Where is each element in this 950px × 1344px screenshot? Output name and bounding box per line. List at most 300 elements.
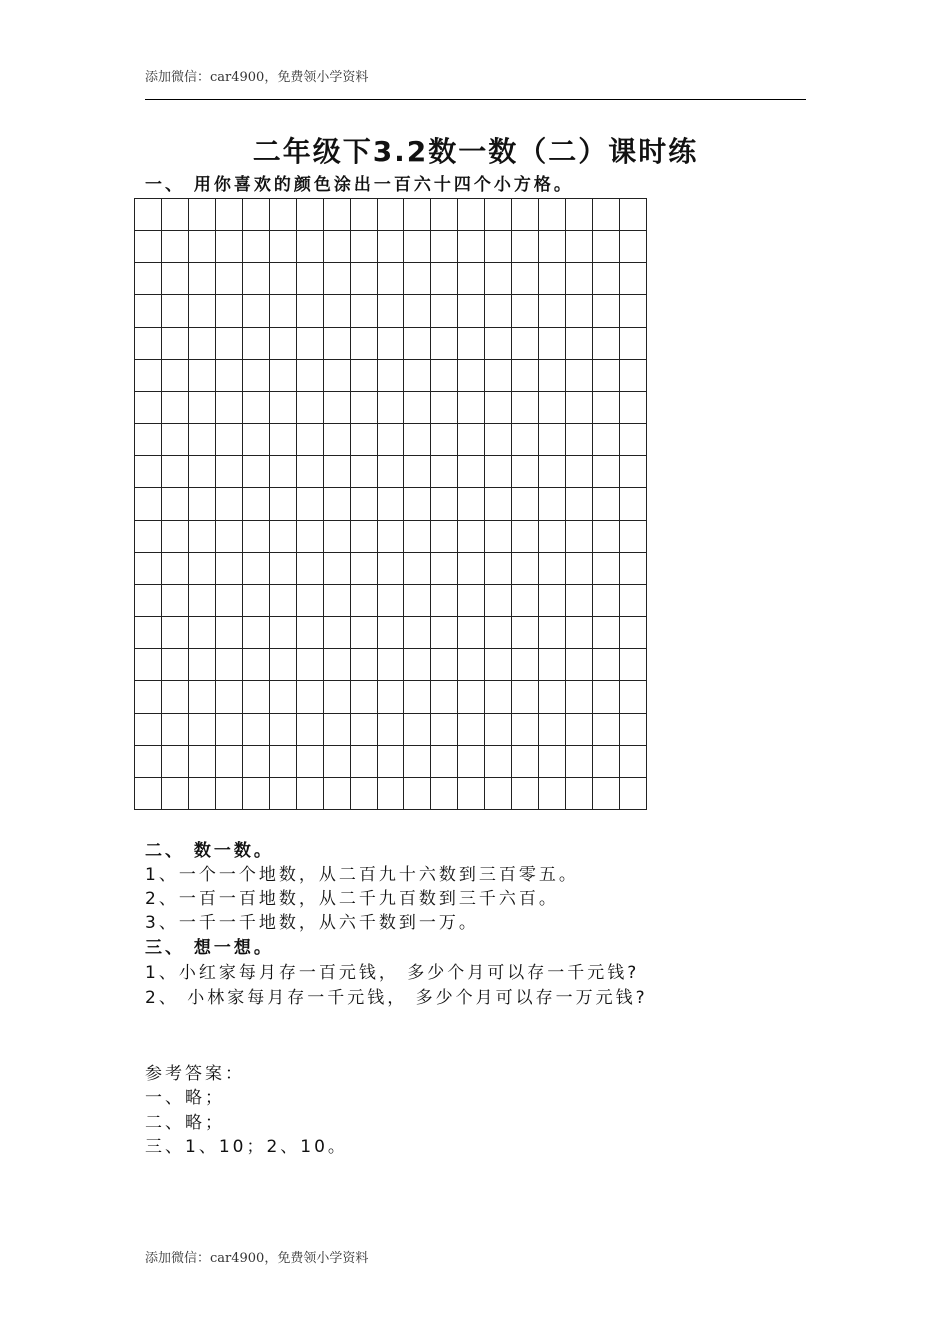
grid-cell[interactable] <box>539 714 566 746</box>
grid-cell[interactable] <box>324 746 351 778</box>
grid-cell[interactable] <box>431 199 458 231</box>
grid-cell[interactable] <box>378 521 405 553</box>
grid-cell[interactable] <box>189 714 216 746</box>
grid-cell[interactable] <box>162 295 189 327</box>
grid-cell[interactable] <box>458 263 485 295</box>
grid-cell[interactable] <box>324 585 351 617</box>
grid-cell[interactable] <box>539 585 566 617</box>
grid-cell[interactable] <box>243 295 270 327</box>
grid-cell[interactable] <box>162 360 189 392</box>
grid-cell[interactable] <box>189 681 216 713</box>
grid-cell[interactable] <box>593 199 620 231</box>
grid-cell[interactable] <box>566 585 593 617</box>
grid-cell[interactable] <box>270 392 297 424</box>
grid-cell[interactable] <box>243 553 270 585</box>
grid-cell[interactable] <box>512 295 539 327</box>
grid-cell[interactable] <box>539 488 566 520</box>
grid-cell[interactable] <box>162 553 189 585</box>
grid-cell[interactable] <box>216 585 243 617</box>
grid-cell[interactable] <box>162 199 189 231</box>
grid-cell[interactable] <box>243 488 270 520</box>
grid-cell[interactable] <box>458 328 485 360</box>
grid-cell[interactable] <box>351 263 378 295</box>
grid-cell[interactable] <box>243 746 270 778</box>
grid-cell[interactable] <box>297 263 324 295</box>
grid-cell[interactable] <box>620 714 647 746</box>
grid-cell[interactable] <box>512 521 539 553</box>
grid-cell[interactable] <box>216 617 243 649</box>
grid-cell[interactable] <box>539 746 566 778</box>
grid-cell[interactable] <box>485 328 512 360</box>
grid-cell[interactable] <box>189 360 216 392</box>
grid-cell[interactable] <box>458 392 485 424</box>
grid-cell[interactable] <box>458 456 485 488</box>
grid-cell[interactable] <box>620 263 647 295</box>
grid-cell[interactable] <box>485 424 512 456</box>
grid-cell[interactable] <box>593 424 620 456</box>
grid-cell[interactable] <box>216 328 243 360</box>
grid-cell[interactable] <box>243 778 270 810</box>
grid-cell[interactable] <box>620 553 647 585</box>
grid-cell[interactable] <box>593 392 620 424</box>
grid-cell[interactable] <box>512 746 539 778</box>
grid-cell[interactable] <box>243 585 270 617</box>
grid-cell[interactable] <box>566 263 593 295</box>
grid-cell[interactable] <box>378 199 405 231</box>
grid-cell[interactable] <box>324 263 351 295</box>
grid-cell[interactable] <box>431 681 458 713</box>
grid-cell[interactable] <box>351 456 378 488</box>
grid-cell[interactable] <box>620 456 647 488</box>
grid-cell[interactable] <box>243 714 270 746</box>
grid-cell[interactable] <box>270 778 297 810</box>
grid-cell[interactable] <box>620 328 647 360</box>
grid-cell[interactable] <box>512 585 539 617</box>
grid-cell[interactable] <box>566 778 593 810</box>
grid-cell[interactable] <box>431 649 458 681</box>
grid-cell[interactable] <box>351 521 378 553</box>
grid-cell[interactable] <box>512 424 539 456</box>
grid-cell[interactable] <box>162 521 189 553</box>
grid-cell[interactable] <box>620 231 647 263</box>
grid-cell[interactable] <box>243 231 270 263</box>
grid-cell[interactable] <box>216 263 243 295</box>
grid-cell[interactable] <box>512 199 539 231</box>
grid-cell[interactable] <box>351 585 378 617</box>
grid-cell[interactable] <box>404 746 431 778</box>
grid-cell[interactable] <box>458 746 485 778</box>
grid-cell[interactable] <box>324 328 351 360</box>
grid-cell[interactable] <box>593 778 620 810</box>
grid-cell[interactable] <box>593 553 620 585</box>
grid-cell[interactable] <box>566 714 593 746</box>
grid-cell[interactable] <box>539 360 566 392</box>
grid-cell[interactable] <box>485 553 512 585</box>
grid-cell[interactable] <box>162 231 189 263</box>
grid-cell[interactable] <box>297 328 324 360</box>
grid-cell[interactable] <box>297 681 324 713</box>
grid-cell[interactable] <box>431 746 458 778</box>
grid-cell[interactable] <box>324 649 351 681</box>
grid-cell[interactable] <box>431 360 458 392</box>
grid-cell[interactable] <box>135 488 162 520</box>
grid-cell[interactable] <box>378 456 405 488</box>
grid-cell[interactable] <box>431 263 458 295</box>
grid-cell[interactable] <box>431 488 458 520</box>
grid-cell[interactable] <box>135 199 162 231</box>
grid-cell[interactable] <box>324 456 351 488</box>
grid-cell[interactable] <box>593 649 620 681</box>
grid-cell[interactable] <box>378 617 405 649</box>
grid-cell[interactable] <box>620 392 647 424</box>
grid-cell[interactable] <box>458 681 485 713</box>
grid-cell[interactable] <box>566 617 593 649</box>
grid-cell[interactable] <box>378 424 405 456</box>
grid-cell[interactable] <box>270 746 297 778</box>
grid-cell[interactable] <box>324 392 351 424</box>
grid-cell[interactable] <box>297 585 324 617</box>
grid-cell[interactable] <box>189 263 216 295</box>
grid-cell[interactable] <box>324 199 351 231</box>
grid-cell[interactable] <box>593 231 620 263</box>
grid-cell[interactable] <box>189 392 216 424</box>
grid-cell[interactable] <box>135 617 162 649</box>
grid-cell[interactable] <box>512 778 539 810</box>
grid-cell[interactable] <box>512 456 539 488</box>
grid-cell[interactable] <box>297 521 324 553</box>
grid-cell[interactable] <box>458 778 485 810</box>
grid-cell[interactable] <box>539 392 566 424</box>
grid-cell[interactable] <box>458 649 485 681</box>
grid-cell[interactable] <box>485 295 512 327</box>
grid-cell[interactable] <box>324 521 351 553</box>
grid-cell[interactable] <box>297 199 324 231</box>
grid-cell[interactable] <box>458 714 485 746</box>
grid-cell[interactable] <box>189 553 216 585</box>
grid-cell[interactable] <box>539 328 566 360</box>
grid-cell[interactable] <box>404 714 431 746</box>
grid-cell[interactable] <box>512 263 539 295</box>
grid-cell[interactable] <box>270 199 297 231</box>
grid-cell[interactable] <box>593 617 620 649</box>
grid-cell[interactable] <box>189 328 216 360</box>
grid-cell[interactable] <box>593 263 620 295</box>
grid-cell[interactable] <box>566 488 593 520</box>
grid-cell[interactable] <box>243 617 270 649</box>
grid-cell[interactable] <box>620 585 647 617</box>
grid-cell[interactable] <box>135 746 162 778</box>
grid-cell[interactable] <box>324 424 351 456</box>
grid-cell[interactable] <box>539 649 566 681</box>
grid-cell[interactable] <box>404 263 431 295</box>
grid-cell[interactable] <box>458 360 485 392</box>
grid-cell[interactable] <box>189 295 216 327</box>
grid-cell[interactable] <box>404 553 431 585</box>
grid-cell[interactable] <box>539 263 566 295</box>
grid-cell[interactable] <box>297 553 324 585</box>
grid-cell[interactable] <box>189 424 216 456</box>
grid-cell[interactable] <box>135 456 162 488</box>
grid-cell[interactable] <box>378 328 405 360</box>
grid-cell[interactable] <box>351 488 378 520</box>
grid-cell[interactable] <box>404 295 431 327</box>
grid-cell[interactable] <box>620 649 647 681</box>
grid-cell[interactable] <box>404 231 431 263</box>
grid-cell[interactable] <box>431 424 458 456</box>
grid-cell[interactable] <box>566 392 593 424</box>
grid-cell[interactable] <box>378 778 405 810</box>
grid-cell[interactable] <box>324 488 351 520</box>
grid-cell[interactable] <box>485 778 512 810</box>
grid-cell[interactable] <box>324 231 351 263</box>
grid-cell[interactable] <box>135 521 162 553</box>
grid-cell[interactable] <box>189 649 216 681</box>
grid-cell[interactable] <box>243 456 270 488</box>
grid-cell[interactable] <box>135 424 162 456</box>
grid-cell[interactable] <box>620 360 647 392</box>
grid-cell[interactable] <box>378 392 405 424</box>
grid-cell[interactable] <box>270 649 297 681</box>
grid-cell[interactable] <box>135 328 162 360</box>
grid-cell[interactable] <box>135 681 162 713</box>
grid-cell[interactable] <box>378 231 405 263</box>
grid-cell[interactable] <box>324 681 351 713</box>
grid-cell[interactable] <box>566 199 593 231</box>
grid-cell[interactable] <box>566 746 593 778</box>
grid-cell[interactable] <box>216 488 243 520</box>
grid-cell[interactable] <box>620 199 647 231</box>
grid-cell[interactable] <box>324 295 351 327</box>
grid-cell[interactable] <box>620 681 647 713</box>
grid-cell[interactable] <box>404 392 431 424</box>
grid-cell[interactable] <box>378 746 405 778</box>
grid-cell[interactable] <box>351 424 378 456</box>
grid-cell[interactable] <box>539 295 566 327</box>
grid-cell[interactable] <box>216 746 243 778</box>
grid-cell[interactable] <box>485 617 512 649</box>
grid-cell[interactable] <box>297 295 324 327</box>
grid-cell[interactable] <box>485 456 512 488</box>
grid-cell[interactable] <box>404 360 431 392</box>
grid-cell[interactable] <box>431 295 458 327</box>
grid-cell[interactable] <box>458 231 485 263</box>
grid-cell[interactable] <box>351 681 378 713</box>
grid-cell[interactable] <box>566 360 593 392</box>
grid-cell[interactable] <box>351 231 378 263</box>
grid-cell[interactable] <box>566 295 593 327</box>
grid-cell[interactable] <box>216 521 243 553</box>
grid-cell[interactable] <box>620 617 647 649</box>
grid-cell[interactable] <box>378 360 405 392</box>
grid-cell[interactable] <box>351 617 378 649</box>
grid-cell[interactable] <box>512 617 539 649</box>
grid-cell[interactable] <box>162 392 189 424</box>
grid-cell[interactable] <box>324 360 351 392</box>
grid-cell[interactable] <box>189 617 216 649</box>
grid-cell[interactable] <box>243 263 270 295</box>
grid-cell[interactable] <box>297 649 324 681</box>
grid-cell[interactable] <box>539 521 566 553</box>
grid-cell[interactable] <box>216 231 243 263</box>
grid-cell[interactable] <box>135 295 162 327</box>
grid-cell[interactable] <box>162 714 189 746</box>
grid-cell[interactable] <box>135 585 162 617</box>
grid-cell[interactable] <box>566 681 593 713</box>
grid-cell[interactable] <box>135 778 162 810</box>
grid-cell[interactable] <box>378 488 405 520</box>
grid-cell[interactable] <box>512 714 539 746</box>
grid-cell[interactable] <box>270 681 297 713</box>
grid-cell[interactable] <box>135 649 162 681</box>
grid-cell[interactable] <box>270 714 297 746</box>
grid-cell[interactable] <box>566 649 593 681</box>
grid-cell[interactable] <box>512 649 539 681</box>
grid-cell[interactable] <box>162 649 189 681</box>
grid-cell[interactable] <box>620 295 647 327</box>
grid-cell[interactable] <box>378 649 405 681</box>
grid-cell[interactable] <box>162 328 189 360</box>
grid-cell[interactable] <box>620 521 647 553</box>
grid-cell[interactable] <box>431 585 458 617</box>
grid-cell[interactable] <box>162 681 189 713</box>
grid-cell[interactable] <box>512 488 539 520</box>
grid-cell[interactable] <box>216 681 243 713</box>
grid-cell[interactable] <box>593 488 620 520</box>
grid-cell[interactable] <box>431 231 458 263</box>
grid-cell[interactable] <box>270 585 297 617</box>
grid-cell[interactable] <box>431 553 458 585</box>
grid-cell[interactable] <box>162 778 189 810</box>
grid-cell[interactable] <box>539 231 566 263</box>
grid-cell[interactable] <box>189 778 216 810</box>
grid-cell[interactable] <box>593 456 620 488</box>
grid-cell[interactable] <box>458 521 485 553</box>
grid-cell[interactable] <box>189 231 216 263</box>
grid-cell[interactable] <box>270 328 297 360</box>
grid-cell[interactable] <box>162 746 189 778</box>
grid-cell[interactable] <box>593 521 620 553</box>
grid-cell[interactable] <box>458 295 485 327</box>
grid-cell[interactable] <box>270 488 297 520</box>
grid-cell[interactable] <box>216 360 243 392</box>
grid-cell[interactable] <box>351 328 378 360</box>
grid-cell[interactable] <box>485 585 512 617</box>
grid-cell[interactable] <box>243 424 270 456</box>
grid-cell[interactable] <box>431 392 458 424</box>
grid-cell[interactable] <box>512 553 539 585</box>
grid-cell[interactable] <box>539 553 566 585</box>
grid-cell[interactable] <box>566 456 593 488</box>
grid-cell[interactable] <box>404 681 431 713</box>
grid-cell[interactable] <box>351 746 378 778</box>
grid-cell[interactable] <box>189 746 216 778</box>
grid-cell[interactable] <box>485 746 512 778</box>
grid-cell[interactable] <box>162 488 189 520</box>
grid-cell[interactable] <box>243 328 270 360</box>
grid-cell[interactable] <box>404 585 431 617</box>
grid-cell[interactable] <box>243 521 270 553</box>
grid-cell[interactable] <box>297 746 324 778</box>
grid-cell[interactable] <box>189 488 216 520</box>
grid-cell[interactable] <box>620 746 647 778</box>
grid-cell[interactable] <box>593 746 620 778</box>
grid-cell[interactable] <box>404 328 431 360</box>
grid-cell[interactable] <box>216 456 243 488</box>
grid-cell[interactable] <box>485 681 512 713</box>
grid-cell[interactable] <box>270 424 297 456</box>
grid-cell[interactable] <box>189 585 216 617</box>
grid-cell[interactable] <box>485 199 512 231</box>
grid-cell[interactable] <box>324 778 351 810</box>
grid-cell[interactable] <box>324 714 351 746</box>
grid-cell[interactable] <box>593 328 620 360</box>
grid-cell[interactable] <box>216 553 243 585</box>
grid-cell[interactable] <box>378 681 405 713</box>
grid-cell[interactable] <box>270 263 297 295</box>
grid-cell[interactable] <box>539 617 566 649</box>
grid-cell[interactable] <box>458 199 485 231</box>
grid-cell[interactable] <box>458 553 485 585</box>
grid-cell[interactable] <box>458 617 485 649</box>
grid-cell[interactable] <box>458 488 485 520</box>
grid-cell[interactable] <box>539 456 566 488</box>
grid-cell[interactable] <box>593 714 620 746</box>
grid-cell[interactable] <box>620 778 647 810</box>
grid-cell[interactable] <box>162 263 189 295</box>
grid-cell[interactable] <box>566 424 593 456</box>
grid-cell[interactable] <box>485 714 512 746</box>
grid-cell[interactable] <box>162 617 189 649</box>
grid-cell[interactable] <box>378 295 405 327</box>
grid-cell[interactable] <box>135 553 162 585</box>
grid-cell[interactable] <box>404 617 431 649</box>
grid-cell[interactable] <box>351 392 378 424</box>
grid-cell[interactable] <box>404 424 431 456</box>
grid-cell[interactable] <box>189 199 216 231</box>
grid-cell[interactable] <box>324 617 351 649</box>
grid-cell[interactable] <box>351 553 378 585</box>
grid-cell[interactable] <box>216 295 243 327</box>
grid-cell[interactable] <box>378 553 405 585</box>
grid-cell[interactable] <box>243 392 270 424</box>
grid-cell[interactable] <box>378 263 405 295</box>
grid-cell[interactable] <box>270 360 297 392</box>
grid-cell[interactable] <box>216 649 243 681</box>
grid-cell[interactable] <box>135 392 162 424</box>
grid-cell[interactable] <box>458 424 485 456</box>
grid-cell[interactable] <box>297 360 324 392</box>
grid-cell[interactable] <box>216 199 243 231</box>
grid-cell[interactable] <box>431 456 458 488</box>
grid-cell[interactable] <box>162 456 189 488</box>
grid-cell[interactable] <box>243 199 270 231</box>
grid-cell[interactable] <box>351 714 378 746</box>
grid-cell[interactable] <box>593 295 620 327</box>
grid-cell[interactable] <box>458 585 485 617</box>
grid-cell[interactable] <box>324 553 351 585</box>
grid-cell[interactable] <box>351 649 378 681</box>
grid-cell[interactable] <box>216 778 243 810</box>
grid-cell[interactable] <box>270 295 297 327</box>
grid-cell[interactable] <box>485 649 512 681</box>
grid-cell[interactable] <box>135 263 162 295</box>
grid-cell[interactable] <box>566 231 593 263</box>
grid-cell[interactable] <box>431 521 458 553</box>
grid-cell[interactable] <box>404 778 431 810</box>
grid-cell[interactable] <box>404 199 431 231</box>
grid-cell[interactable] <box>270 521 297 553</box>
grid-cell[interactable] <box>351 295 378 327</box>
